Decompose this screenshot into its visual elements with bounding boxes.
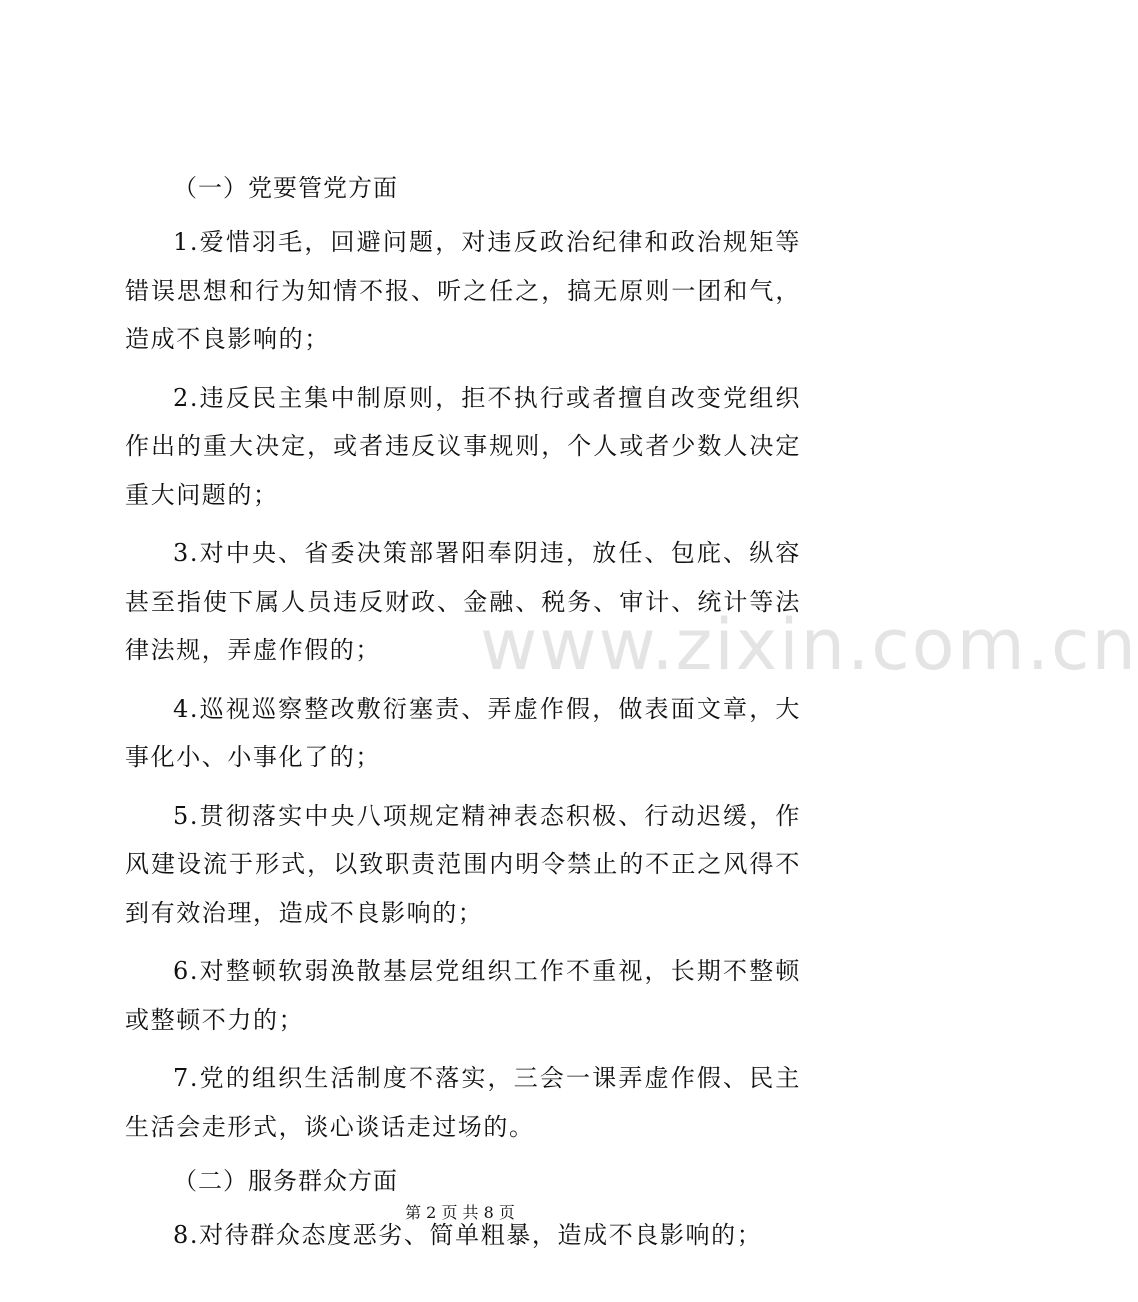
- section-heading-1: （一）党要管党方面: [173, 174, 398, 202]
- list-item-1: 1.爱惜羽毛，回避问题，对违反政治纪律和政治规矩等错误思想和行为知情不报、听之任之，搞无原则一团和气，造成不良影响的；: [125, 228, 801, 353]
- list-item-4: 4.巡视巡察整改敷衍塞责、弄虚作假，做表面文章，大事化小、小事化了的；: [125, 694, 801, 771]
- list-item-8: 8.对待群众态度恶劣、简单粗暴，造成不良影响的；: [173, 1221, 763, 1249]
- document-body: [125, 168, 801, 1260]
- list-item-6: 6.对整顿软弱涣散基层党组织工作不重视，长期不整顿或整顿不力的；: [125, 957, 801, 1034]
- list-item-2: 2.违反民主集中制原则，拒不执行或者擅自改变党组织作出的重大决定，或者违反议事规则，个人或者少数人决定重大问题的；: [125, 383, 801, 509]
- list-item-3: 3.对中央、省委决策部署阳奉阴违，放任、包庇、纵容甚至指使下属人员违反财政、金融、税务、审计、统计等法律法规，弄虚作假的；: [125, 539, 801, 664]
- watermark: www.zixin.com.cn: [480, 604, 1138, 686]
- list-item-5: 5.贯彻落实中央八项规定精神表态积极、行动迟缓，作风建设流于形式，以致职责范围内明令禁止的不正之风得不到有效治理，造成不良影响的；: [125, 801, 801, 927]
- section-heading-2: （二）服务群众方面: [173, 1167, 398, 1195]
- page-footer: 第 2 页 共 8 页: [405, 1203, 515, 1222]
- list-item-7: 7.党的组织生活制度不落实，三会一课弄虚作假、民主生活会走形式，谈心谈话走过场的。: [125, 1064, 801, 1141]
